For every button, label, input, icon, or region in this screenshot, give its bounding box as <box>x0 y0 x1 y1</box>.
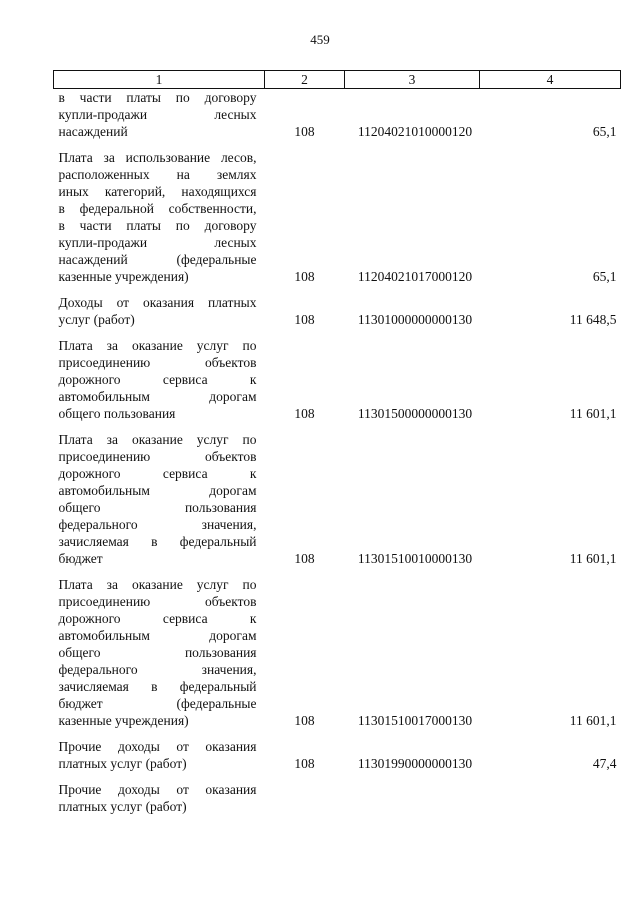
header-col-4: 4 <box>480 71 621 89</box>
revenue-name-cell <box>54 294 265 328</box>
table-body <box>54 89 621 816</box>
revenue-name-line: казенные учреждения) <box>58 269 189 284</box>
revenue-name-line: насаждений (федеральные <box>58 252 257 267</box>
revenue-name-line: в части платы по договору <box>58 218 257 233</box>
revenue-name-line: дорожного сервиса к <box>58 372 257 387</box>
row-spacer-cell <box>54 140 621 149</box>
table-row <box>54 337 621 422</box>
revenue-name-line: в части платы по договору <box>58 90 257 105</box>
amount-cell <box>480 781 621 815</box>
budget-classification-code-cell: 11204021010000120 <box>357 124 473 139</box>
revenue-name-cell <box>54 431 265 567</box>
revenue-name-line: Плата за оказание услуг по <box>58 432 257 447</box>
revenue-name-line: присоединению объектов <box>58 355 257 370</box>
table-row <box>54 89 621 141</box>
revenue-name-line: общего пользования <box>58 406 176 421</box>
revenue-name-line: бюджет (федеральные <box>58 696 257 711</box>
revenue-name-line: автомобильным дорогам <box>58 483 257 498</box>
budget-classification-code-cell <box>345 781 480 815</box>
row-spacer-cell <box>54 729 621 738</box>
revenue-name-line: Прочие доходы от оказания <box>58 782 257 797</box>
revenue-name-line: иных категорий, находящихся <box>58 184 257 199</box>
revenue-name-line: федерального значения, <box>58 517 257 532</box>
revenue-name-line: дорожного сервиса к <box>58 611 257 626</box>
row-spacer <box>54 140 621 149</box>
revenue-name-line: платных услуг (работ) <box>58 799 187 814</box>
revenue-name-cell <box>54 149 265 285</box>
table-row <box>54 431 621 567</box>
revenue-name-line: расположенных на землях <box>58 167 257 182</box>
revenue-table <box>53 70 621 815</box>
revenue-name-line: казенные учреждения) <box>58 713 189 728</box>
administrator-code-cell: 108 <box>294 406 315 421</box>
revenue-name-line: общего пользования <box>58 645 257 660</box>
table-row <box>54 149 621 285</box>
administrator-code-cell: 108 <box>294 551 315 566</box>
revenue-table-container <box>53 70 620 815</box>
administrator-code-cell: 108 <box>294 269 315 284</box>
budget-classification-code-cell: 11301000000000130 <box>357 312 473 327</box>
budget-classification-code-cell: 11301990000000130 <box>357 756 473 771</box>
revenue-name-line: общего пользования <box>58 500 257 515</box>
administrator-code-cell <box>265 781 345 815</box>
amount-cell: 65,1 <box>592 269 617 284</box>
amount-cell: 47,4 <box>592 756 617 771</box>
amount-cell: 11 601,1 <box>569 551 617 566</box>
revenue-name-line: дорожного сервиса к <box>58 466 257 481</box>
revenue-name-line: автомобильным дорогам <box>58 628 257 643</box>
revenue-name-cell <box>54 738 265 772</box>
revenue-name-line: Плата за оказание услуг по <box>58 577 257 592</box>
row-spacer-cell <box>54 772 621 781</box>
page-number: 459 <box>310 32 330 47</box>
revenue-name-cell <box>54 781 265 815</box>
amount-cell: 65,1 <box>592 124 617 139</box>
budget-classification-code-cell: 11301510010000130 <box>357 551 473 566</box>
administrator-code-cell: 108 <box>294 124 315 139</box>
revenue-name-line: Плата за оказание услуг по <box>58 338 257 353</box>
revenue-name-line: присоединению объектов <box>58 449 257 464</box>
table-row <box>54 294 621 328</box>
row-spacer <box>54 729 621 738</box>
budget-classification-code-cell: 11204021017000120 <box>357 269 473 284</box>
header-col-1: 1 <box>54 71 265 89</box>
administrator-code-cell: 108 <box>294 713 315 728</box>
revenue-name-line: купли-продажи лесных <box>58 235 257 250</box>
row-spacer-cell <box>54 285 621 294</box>
revenue-name-line: Плата за использование лесов, <box>58 150 257 165</box>
header-col-2: 2 <box>265 71 345 89</box>
header-col-3: 3 <box>345 71 480 89</box>
amount-cell: 11 648,5 <box>569 312 617 327</box>
row-spacer-cell <box>54 328 621 337</box>
revenue-name-line: купли-продажи лесных <box>58 107 257 122</box>
table-row <box>54 781 621 815</box>
revenue-name-line: зачисляемая в федеральный <box>58 534 257 549</box>
revenue-name-cell <box>54 337 265 422</box>
administrator-code-cell: 108 <box>294 756 315 771</box>
row-spacer <box>54 422 621 431</box>
budget-classification-code-cell: 11301500000000130 <box>357 406 473 421</box>
administrator-code-cell: 108 <box>294 312 315 327</box>
table-row <box>54 738 621 772</box>
amount-cell: 11 601,1 <box>569 713 617 728</box>
table-row <box>54 576 621 729</box>
revenue-name-line: автомобильным дорогам <box>58 389 257 404</box>
revenue-name-line: Доходы от оказания платных <box>58 295 257 310</box>
revenue-name-cell <box>54 89 265 141</box>
table-header-row <box>54 71 621 89</box>
revenue-name-line: бюджет <box>58 551 103 566</box>
row-spacer <box>54 285 621 294</box>
row-spacer <box>54 567 621 576</box>
revenue-name-line: насаждений <box>58 124 128 139</box>
revenue-name-cell <box>54 576 265 729</box>
revenue-name-line: платных услуг (работ) <box>58 756 187 771</box>
revenue-name-line: услуг (работ) <box>58 312 135 327</box>
revenue-name-line: федерального значения, <box>58 662 257 677</box>
revenue-name-line: в федеральной собственности, <box>58 201 257 216</box>
row-spacer <box>54 328 621 337</box>
row-spacer-cell <box>54 422 621 431</box>
revenue-name-line: присоединению объектов <box>58 594 257 609</box>
amount-cell: 11 601,1 <box>569 406 617 421</box>
budget-classification-code-cell: 11301510017000130 <box>357 713 473 728</box>
row-spacer-cell <box>54 567 621 576</box>
revenue-name-line: Прочие доходы от оказания <box>58 739 257 754</box>
revenue-name-line: зачисляемая в федеральный <box>58 679 257 694</box>
row-spacer <box>54 772 621 781</box>
